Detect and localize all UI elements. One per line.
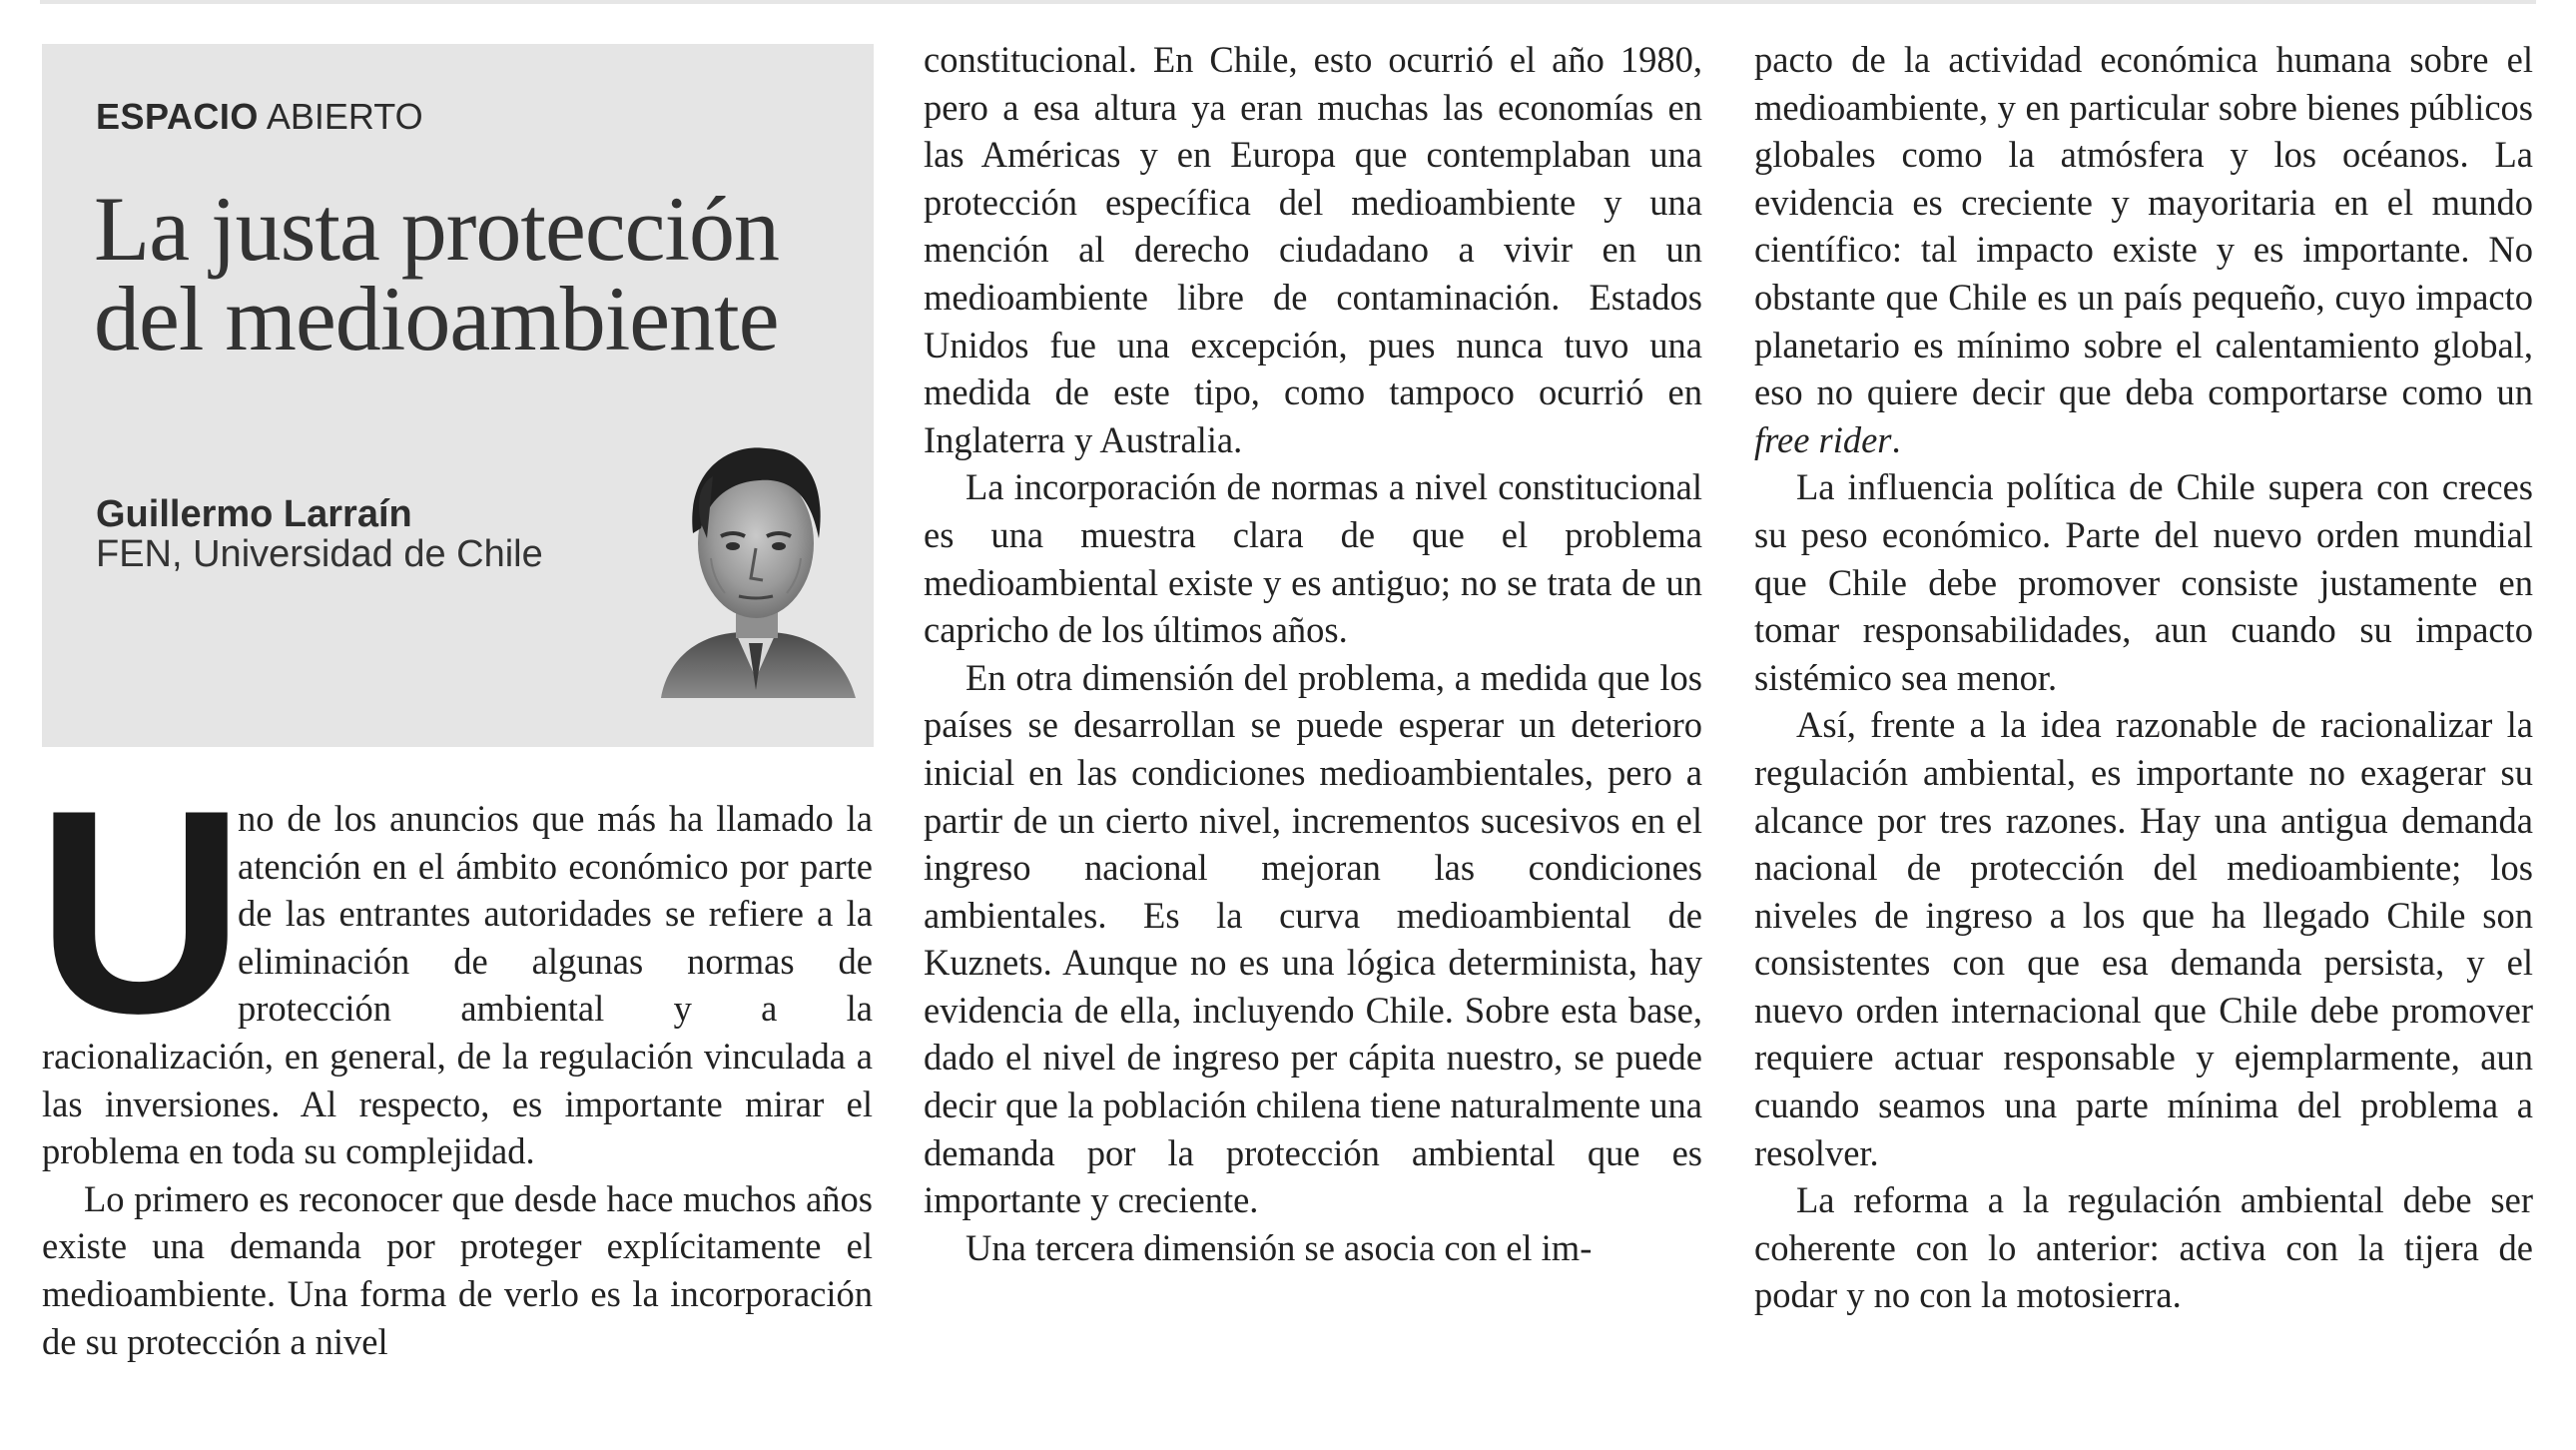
header-box bbox=[42, 44, 874, 747]
paragraph-1-text: no de los anuncios que más ha llamado la atención en el ámbito económico por parte de las entrantes autoridades se refiere a la eliminación de algunas normas de protección ambiental y a la racionalización, en general, de la regulación vinculada a las inversiones. Al respecto, es importante mirar el problema en toda su complejidad. bbox=[42, 798, 873, 1172]
top-rule bbox=[40, 0, 2536, 4]
article-column-2 bbox=[924, 36, 1702, 1271]
dropcap-letter: U bbox=[36, 750, 246, 1074]
paragraph-6: La influencia política de Chile supera con creces su peso económico. Parte del nuevo orden mundial que Chile debe promover consiste justamente en tomar responsabilidades, aun cuando su impacto sistémico sea menor. bbox=[1754, 466, 2533, 698]
paragraph-7: Así, frente a la idea razonable de racionalizar la regulación ambiental, es importante no exagerar su alcance por tres razones. Hay una antigua demanda nacional de protección del medioambiente; los niveles de ingreso a los que ha llegado Chile son consistentes con que esa demanda persista, y el nuevo orden internacional que Chile debe promover requiere actuar responsable y ejemplarmente, aun cuando seamos una parte mínima del problema a resolver. bbox=[1754, 704, 2533, 1173]
paragraph-2: Lo primero es reconocer que desde hace muchos años existe una demanda por proteger explícitamente el medioambiente. Una forma de verlo es la incorporación de su protección a nivel bbox=[42, 1177, 873, 1362]
author-name: Guillermo Larraín bbox=[96, 493, 412, 535]
section-label-bold: ESPACIO bbox=[96, 96, 259, 137]
paragraph-3: La incorporación de normas a nivel constitucional es una muestra clara de que el problema medioambiental existe y es antiguo; no se trata de un capricho de los últimos años. bbox=[924, 466, 1702, 651]
article-column-1 bbox=[36, 750, 873, 1365]
author-affiliation: FEN, Universidad de Chile bbox=[96, 533, 543, 575]
paragraph-2-continued: constitucional. En Chile, esto ocurrió el año 1980, pero a esa altura ya eran muchas las economías en las Américas y en Europa que contemplaban una protección específica del medioambiente y una mención al derecho ciudadano a vivir en un medioambiente libre de contaminación. Estados Unidos fue una excepción, pues nunca tuvo una medida de este tipo, como tampoco ocurrió en Inglaterra y Australia. bbox=[924, 39, 1702, 460]
headline-line-2: del medioambiente bbox=[94, 268, 779, 369]
paragraph-5-continued-text: pacto de la actividad económica humana sobre el medioambiente, y en particular sobre bienes públicos globales como la atmósfera y los océanos. La evidencia es creciente y mayoritaria en el mundo científico: tal impacto existe y es importante. No obstante que Chile es un país pequeño, cuyo impacto planetario es mínimo sobre el calentamiento global, eso no quiere decir que deba comportarse como un bbox=[1754, 39, 2533, 413]
dropcap bbox=[36, 750, 246, 1074]
article-column-3 bbox=[1754, 36, 2533, 1319]
headline bbox=[94, 178, 780, 369]
author-portrait bbox=[641, 428, 871, 698]
paragraph-5-continued bbox=[1754, 36, 2533, 463]
free-rider-term: free rider bbox=[1754, 418, 1892, 460]
paragraph-8: La reforma a la regulación ambiental debe ser coherente con lo anterior: activa con la tijera de podar y no con la motosierra. bbox=[1754, 1179, 2533, 1316]
paragraph-4: En otra dimensión del problema, a medida que los países se desarrollan se puede esperar un deterioro inicial en las condiciones medioambientales, pero a partir de un cierto nivel, incrementos sucesivos en el ingreso nacional mejoran las condiciones ambientales. Es la curva medioambiental de Kuznets. Aunque no es una lógica determinista, hay evidencia de ella, incluyendo Chile. Sobre esta base, dado el nivel de ingreso per cápita nuestro, se puede decir que la población chilena tiene naturalmente una demanda por la protección ambiental que es importante y creciente. bbox=[924, 656, 1702, 1221]
paragraph-1 bbox=[36, 750, 873, 1175]
section-label bbox=[96, 96, 423, 138]
paragraph-5: Una tercera dimensión se asocia con el im- bbox=[966, 1226, 1593, 1268]
headline-line-1: La justa protección bbox=[94, 178, 780, 280]
section-label-light: ABIERTO bbox=[266, 96, 423, 137]
paragraph-5-end: . bbox=[1891, 418, 1901, 460]
